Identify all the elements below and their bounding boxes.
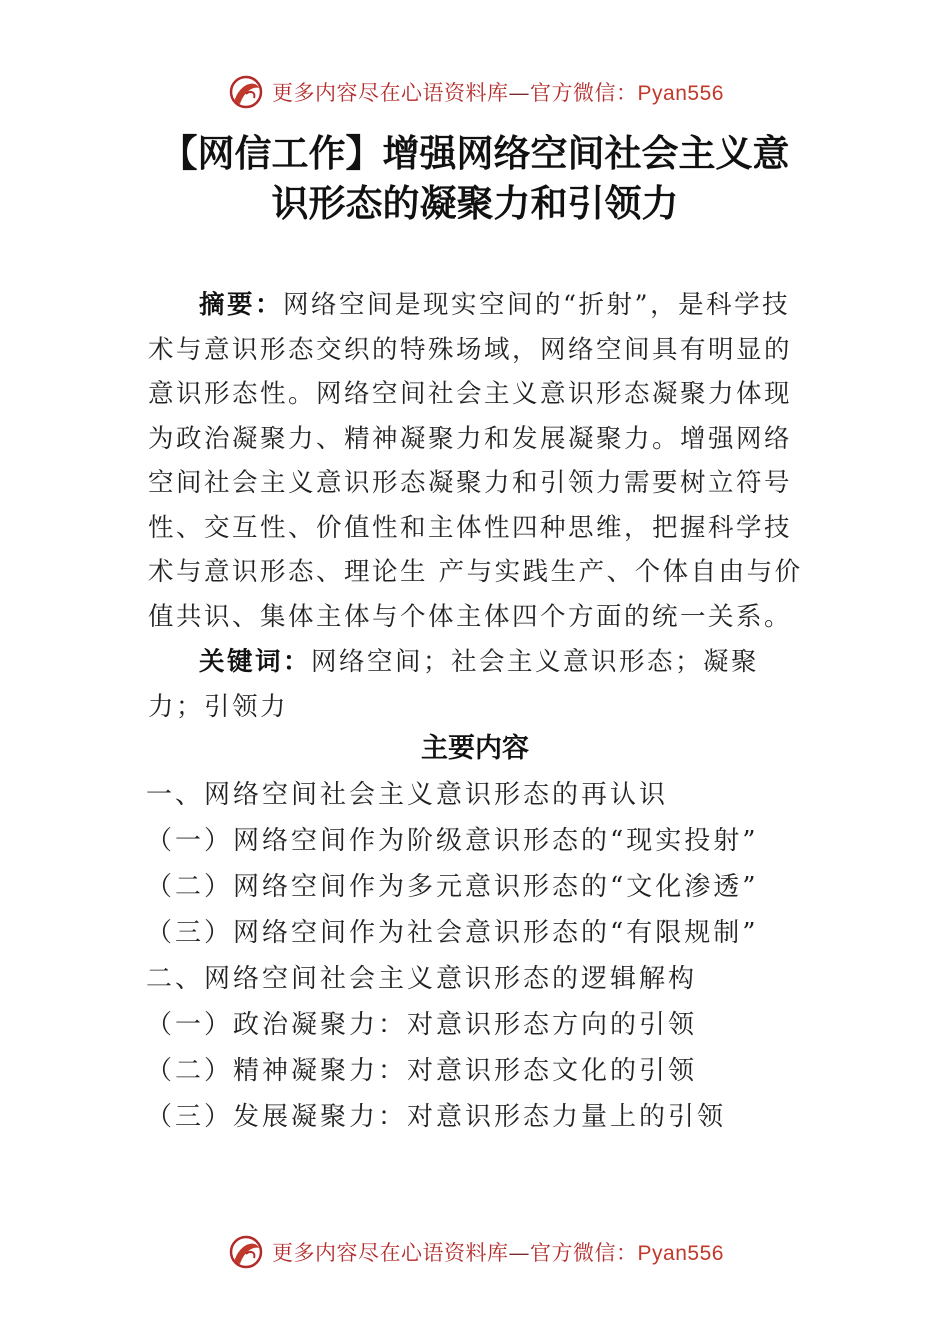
keywords-text: 网络空间；社会主义意识形态；凝聚力；引领力	[148, 647, 760, 722]
contents-heading: 主要内容	[421, 733, 529, 764]
contents-item: （三）发展凝聚力：对意识形态力量上的引领	[146, 1102, 727, 1132]
banner-wechat-id: Pyan556	[637, 82, 724, 105]
contents-item: （一）政治凝聚力：对意识形态方向的引领	[146, 1010, 698, 1040]
banner-wechat-label: 官方微信：	[530, 81, 638, 105]
abstract-text: 网络空间是现实空间的“折射”，是科学技术与意识形态交织的特殊场域，网络空间具有明显的意识形态性。网络空间社会主义意识形态凝聚力体现为政治凝聚力、精神凝聚力和发展凝聚力。增强网络空间社会主义意识形态凝聚力和引领力需要树立符号性、交互性、价值性和主体性四种思维，把握科学技术与意识形态、理论生 产与实践生产、个体自由与价值共识、集体主体与个体主体四个方面的统一关系。	[148, 290, 803, 632]
banner-wechat-label: 官方微信：	[530, 1241, 638, 1265]
footer-banner	[0, 1230, 950, 1274]
contents-item: 二、网络空间社会主义意识形态的逻辑解构	[146, 964, 698, 994]
title-line-1: 【网信工作】增强网络空间社会主义意	[160, 131, 790, 175]
document-title	[100, 128, 850, 228]
keywords-paragraph	[148, 640, 808, 729]
banner-wechat-id: Pyan556	[637, 1242, 724, 1265]
header-banner	[0, 70, 950, 114]
abstract-label: 摘要：	[199, 290, 284, 320]
contents-item: （三）网络空间作为社会意识形态的“有限规制”	[146, 918, 759, 948]
banner-separator: —	[508, 81, 531, 105]
contents-list	[146, 772, 826, 1140]
banner-text	[272, 1237, 724, 1267]
banner-separator: —	[508, 1241, 531, 1265]
title-line-2: 识形态的凝聚力和引领力	[271, 181, 679, 225]
contents-item: （二）精神凝聚力：对意识形态文化的引领	[146, 1056, 698, 1086]
contents-item: （二）网络空间作为多元意识形态的“文化渗透”	[146, 872, 759, 902]
banner-text	[272, 77, 724, 107]
keywords-label: 关键词：	[199, 647, 312, 677]
red-swirl-logo-icon	[226, 72, 266, 112]
banner-main-text: 更多内容尽在心语资料库	[272, 1241, 509, 1265]
red-swirl-logo-icon	[226, 1232, 266, 1272]
contents-item: 一、网络空间社会主义意识形态的再认识	[146, 780, 669, 810]
abstract-paragraph	[148, 283, 808, 639]
banner-main-text: 更多内容尽在心语资料库	[272, 81, 509, 105]
contents-item: （一）网络空间作为阶级意识形态的“现实投射”	[146, 826, 759, 856]
